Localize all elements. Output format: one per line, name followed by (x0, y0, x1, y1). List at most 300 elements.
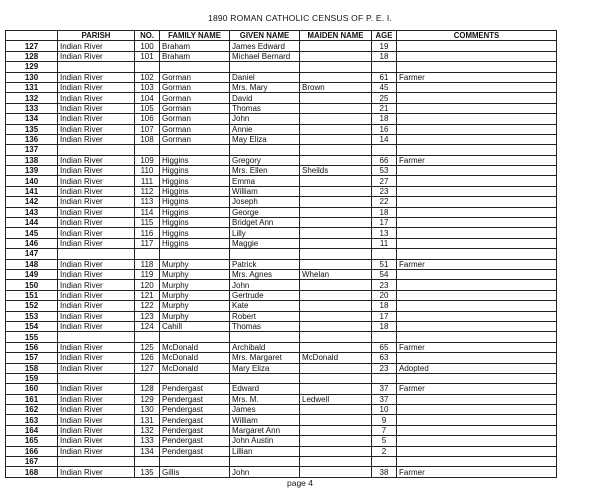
number-cell: 100 (135, 41, 160, 51)
comments-cell (397, 166, 557, 176)
age-cell: 5 (372, 436, 397, 446)
comments-cell (397, 290, 557, 300)
row-number: 131 (6, 82, 58, 92)
maiden-name-cell (300, 384, 372, 394)
age-cell: 7 (372, 425, 397, 435)
given-name-cell: Mrs. Ellen (230, 166, 300, 176)
table-row (6, 249, 557, 259)
family-name-cell: Higgins (160, 186, 230, 196)
given-name-cell: John Austin (230, 436, 300, 446)
family-name-cell: Higgins (160, 238, 230, 248)
maiden-name-cell (300, 186, 372, 196)
number-cell: 102 (135, 72, 160, 82)
table-row (6, 373, 557, 383)
number-cell (135, 373, 160, 383)
given-name-cell: Annie (230, 124, 300, 134)
family-name-cell: Gorman (160, 82, 230, 92)
given-name-cell: Lillian (230, 446, 300, 456)
given-name-cell: Patrick (230, 259, 300, 269)
row-number: 140 (6, 176, 58, 186)
table-row (6, 93, 557, 103)
row-number: 163 (6, 415, 58, 425)
given-name-cell: May Eliza (230, 134, 300, 144)
family-name-cell: Higgins (160, 207, 230, 217)
table-row (6, 62, 557, 72)
parish-cell (58, 332, 135, 342)
comments-cell: Farmer (397, 467, 557, 477)
row-number: 151 (6, 290, 58, 300)
age-cell: 23 (372, 280, 397, 290)
family-name-cell: McDonald (160, 363, 230, 373)
maiden-name-cell (300, 145, 372, 155)
age-cell: 61 (372, 72, 397, 82)
parish-cell: Indian River (58, 353, 135, 363)
comments-cell (397, 82, 557, 92)
column-header-given-name: GIVEN NAME (230, 31, 300, 41)
given-name-cell (230, 249, 300, 259)
maiden-name-cell (300, 41, 372, 51)
maiden-name-cell (300, 114, 372, 124)
row-number: 133 (6, 103, 58, 113)
number-cell: 119 (135, 269, 160, 279)
table-row (6, 280, 557, 290)
comments-cell (397, 415, 557, 425)
family-name-cell: Murphy (160, 269, 230, 279)
family-name-cell (160, 145, 230, 155)
table-row (6, 186, 557, 196)
maiden-name-cell (300, 405, 372, 415)
parish-cell: Indian River (58, 176, 135, 186)
family-name-cell: Gorman (160, 103, 230, 113)
row-number: 134 (6, 114, 58, 124)
row-number: 160 (6, 384, 58, 394)
row-number: 164 (6, 425, 58, 435)
header-row (6, 31, 557, 41)
age-cell: 37 (372, 384, 397, 394)
age-cell: 19 (372, 41, 397, 51)
number-cell: 125 (135, 342, 160, 352)
maiden-name-cell (300, 93, 372, 103)
family-name-cell (160, 332, 230, 342)
column-header-family-name: FAMILY NAME (160, 31, 230, 41)
row-number: 137 (6, 145, 58, 155)
family-name-cell: Murphy (160, 290, 230, 300)
family-name-cell (160, 373, 230, 383)
table-row (6, 290, 557, 300)
family-name-cell: Gorman (160, 124, 230, 134)
age-cell: 18 (372, 321, 397, 331)
age-cell: 23 (372, 363, 397, 373)
row-number: 135 (6, 124, 58, 134)
given-name-cell: Joseph (230, 197, 300, 207)
table-row (6, 321, 557, 331)
row-number: 128 (6, 51, 58, 61)
age-cell (372, 457, 397, 467)
column-header-parish: PARISH (58, 31, 135, 41)
table-row (6, 446, 557, 456)
parish-cell: Indian River (58, 425, 135, 435)
row-number: 146 (6, 238, 58, 248)
number-cell: 110 (135, 166, 160, 176)
comments-cell (397, 457, 557, 467)
given-name-cell: Robert (230, 311, 300, 321)
parish-cell: Indian River (58, 290, 135, 300)
table-row (6, 145, 557, 155)
age-cell: 10 (372, 405, 397, 415)
family-name-cell: Pendergast (160, 384, 230, 394)
row-number: 142 (6, 197, 58, 207)
number-cell: 111 (135, 176, 160, 186)
age-cell: 65 (372, 342, 397, 352)
family-name-cell: Pendergast (160, 446, 230, 456)
table-row (6, 363, 557, 373)
family-name-cell: Cahill (160, 321, 230, 331)
parish-cell: Indian River (58, 228, 135, 238)
comments-cell (397, 124, 557, 134)
number-cell (135, 62, 160, 72)
comments-cell: Farmer (397, 155, 557, 165)
parish-cell: Indian River (58, 436, 135, 446)
maiden-name-cell (300, 363, 372, 373)
parish-cell: Indian River (58, 72, 135, 82)
given-name-cell: Thomas (230, 103, 300, 113)
number-cell: 121 (135, 290, 160, 300)
age-cell: 11 (372, 238, 397, 248)
family-name-cell: Murphy (160, 280, 230, 290)
family-name-cell: Gorman (160, 93, 230, 103)
maiden-name-cell (300, 280, 372, 290)
parish-cell: Indian River (58, 134, 135, 144)
comments-cell: Farmer (397, 259, 557, 269)
parish-cell: Indian River (58, 280, 135, 290)
number-cell (135, 332, 160, 342)
parish-cell: Indian River (58, 311, 135, 321)
family-name-cell: Higgins (160, 228, 230, 238)
given-name-cell: Kate (230, 301, 300, 311)
maiden-name-cell: McDonald (300, 353, 372, 363)
number-cell: 134 (135, 446, 160, 456)
family-name-cell: Gorman (160, 114, 230, 124)
age-cell: 45 (372, 82, 397, 92)
row-number: 132 (6, 93, 58, 103)
number-cell: 104 (135, 93, 160, 103)
table-row (6, 269, 557, 279)
parish-cell: Indian River (58, 301, 135, 311)
census-table (5, 30, 557, 478)
parish-cell: Indian River (58, 166, 135, 176)
comments-cell (397, 93, 557, 103)
family-name-cell: Pendergast (160, 415, 230, 425)
maiden-name-cell (300, 51, 372, 61)
given-name-cell: Mary Eliza (230, 363, 300, 373)
maiden-name-cell (300, 207, 372, 217)
given-name-cell: David (230, 93, 300, 103)
maiden-name-cell (300, 373, 372, 383)
maiden-name-cell (300, 415, 372, 425)
row-number: 154 (6, 321, 58, 331)
row-number: 149 (6, 269, 58, 279)
number-cell: 107 (135, 124, 160, 134)
age-cell: 18 (372, 207, 397, 217)
maiden-name-cell (300, 311, 372, 321)
number-cell: 114 (135, 207, 160, 217)
table-row (6, 301, 557, 311)
age-cell: 37 (372, 394, 397, 404)
comments-cell (397, 197, 557, 207)
row-number: 141 (6, 186, 58, 196)
given-name-cell: Gregory (230, 155, 300, 165)
family-name-cell (160, 249, 230, 259)
family-name-cell: Gorman (160, 134, 230, 144)
family-name-cell: Pendergast (160, 394, 230, 404)
number-cell (135, 249, 160, 259)
age-cell: 13 (372, 228, 397, 238)
parish-cell: Indian River (58, 155, 135, 165)
comments-cell (397, 218, 557, 228)
maiden-name-cell: Brown (300, 82, 372, 92)
column-header-no: NO. (135, 31, 160, 41)
row-number: 155 (6, 332, 58, 342)
table-row (6, 155, 557, 165)
parish-cell: Indian River (58, 405, 135, 415)
given-name-cell: Edward (230, 384, 300, 394)
table-row (6, 238, 557, 248)
given-name-cell: William (230, 186, 300, 196)
parish-cell: Indian River (58, 197, 135, 207)
row-number: 156 (6, 342, 58, 352)
comments-cell (397, 207, 557, 217)
parish-cell: Indian River (58, 82, 135, 92)
table-row (6, 228, 557, 238)
given-name-cell: Maggie (230, 238, 300, 248)
column-header-rownum (6, 31, 58, 41)
row-number: 166 (6, 446, 58, 456)
row-number: 147 (6, 249, 58, 259)
age-cell: 14 (372, 134, 397, 144)
parish-cell: Indian River (58, 259, 135, 269)
age-cell: 20 (372, 290, 397, 300)
table-row (6, 218, 557, 228)
given-name-cell (230, 332, 300, 342)
table-row (6, 259, 557, 269)
comments-cell: Farmer (397, 72, 557, 82)
age-cell: 23 (372, 186, 397, 196)
page-number: page 4 (287, 478, 313, 488)
comments-cell (397, 228, 557, 238)
age-cell (372, 373, 397, 383)
family-name-cell: Gillis (160, 467, 230, 477)
given-name-cell: John (230, 280, 300, 290)
comments-cell (397, 41, 557, 51)
number-cell: 130 (135, 405, 160, 415)
number-cell: 120 (135, 280, 160, 290)
table-row (6, 353, 557, 363)
age-cell: 53 (372, 166, 397, 176)
comments-cell (397, 280, 557, 290)
parish-cell (58, 145, 135, 155)
maiden-name-cell (300, 218, 372, 228)
parish-cell: Indian River (58, 93, 135, 103)
given-name-cell: Mrs. M. (230, 394, 300, 404)
comments-cell (397, 373, 557, 383)
age-cell: 2 (372, 446, 397, 456)
family-name-cell: Higgins (160, 218, 230, 228)
maiden-name-cell (300, 436, 372, 446)
given-name-cell (230, 373, 300, 383)
row-number: 161 (6, 394, 58, 404)
row-number: 127 (6, 41, 58, 51)
comments-cell (397, 176, 557, 186)
maiden-name-cell (300, 332, 372, 342)
given-name-cell: Margaret Ann (230, 425, 300, 435)
age-cell: 16 (372, 124, 397, 134)
age-cell: 22 (372, 197, 397, 207)
family-name-cell: Pendergast (160, 436, 230, 446)
column-header-comments: COMMENTS (397, 31, 557, 41)
table-row (6, 425, 557, 435)
row-number: 148 (6, 259, 58, 269)
table-row (6, 72, 557, 82)
row-number: 158 (6, 363, 58, 373)
family-name-cell: Murphy (160, 259, 230, 269)
maiden-name-cell (300, 62, 372, 72)
age-cell: 18 (372, 114, 397, 124)
number-cell (135, 145, 160, 155)
number-cell: 112 (135, 186, 160, 196)
parish-cell: Indian River (58, 218, 135, 228)
row-number: 150 (6, 280, 58, 290)
given-name-cell (230, 62, 300, 72)
comments-cell (397, 145, 557, 155)
family-name-cell: Pendergast (160, 425, 230, 435)
given-name-cell: Daniel (230, 72, 300, 82)
comments-cell (397, 332, 557, 342)
family-name-cell: Higgins (160, 155, 230, 165)
maiden-name-cell (300, 425, 372, 435)
parish-cell (58, 373, 135, 383)
parish-cell: Indian River (58, 103, 135, 113)
maiden-name-cell (300, 467, 372, 477)
comments-cell (397, 134, 557, 144)
comments-cell (397, 394, 557, 404)
family-name-cell: McDonald (160, 342, 230, 352)
table-row (6, 166, 557, 176)
parish-cell: Indian River (58, 51, 135, 61)
family-name-cell: Murphy (160, 301, 230, 311)
census-table-body (6, 41, 557, 477)
row-number: 144 (6, 218, 58, 228)
column-header-age: AGE (372, 31, 397, 41)
family-name-cell: Higgins (160, 166, 230, 176)
family-name-cell: Murphy (160, 311, 230, 321)
comments-cell (397, 405, 557, 415)
given-name-cell: Mrs. Mary (230, 82, 300, 92)
family-name-cell: McDonald (160, 353, 230, 363)
parish-cell: Indian River (58, 446, 135, 456)
parish-cell (58, 249, 135, 259)
number-cell: 131 (135, 415, 160, 425)
parish-cell (58, 62, 135, 72)
parish-cell: Indian River (58, 415, 135, 425)
number-cell: 109 (135, 155, 160, 165)
family-name-cell: Braham (160, 51, 230, 61)
table-row (6, 197, 557, 207)
family-name-cell: Braham (160, 41, 230, 51)
table-row (6, 457, 557, 467)
column-header-maiden-name: MAIDEN NAME (300, 31, 372, 41)
given-name-cell: John (230, 114, 300, 124)
number-cell: 101 (135, 51, 160, 61)
maiden-name-cell: Ledwell (300, 394, 372, 404)
age-cell: 18 (372, 51, 397, 61)
parish-cell: Indian River (58, 467, 135, 477)
table-row (6, 103, 557, 113)
number-cell (135, 457, 160, 467)
number-cell: 127 (135, 363, 160, 373)
parish-cell: Indian River (58, 269, 135, 279)
table-row (6, 124, 557, 134)
family-name-cell: Gorman (160, 72, 230, 82)
given-name-cell: Mrs. Margaret (230, 353, 300, 363)
maiden-name-cell (300, 176, 372, 186)
comments-cell (397, 62, 557, 72)
family-name-cell (160, 457, 230, 467)
parish-cell: Indian River (58, 114, 135, 124)
table-row (6, 114, 557, 124)
row-number: 139 (6, 166, 58, 176)
number-cell: 129 (135, 394, 160, 404)
given-name-cell: James Edward (230, 41, 300, 51)
parish-cell: Indian River (58, 384, 135, 394)
age-cell: 25 (372, 93, 397, 103)
number-cell: 123 (135, 311, 160, 321)
parish-cell: Indian River (58, 186, 135, 196)
row-number: 162 (6, 405, 58, 415)
number-cell: 135 (135, 467, 160, 477)
row-number: 159 (6, 373, 58, 383)
given-name-cell: John (230, 467, 300, 477)
parish-cell: Indian River (58, 363, 135, 373)
family-name-cell: Higgins (160, 197, 230, 207)
comments-cell (397, 446, 557, 456)
maiden-name-cell (300, 134, 372, 144)
row-number: 138 (6, 155, 58, 165)
number-cell: 106 (135, 114, 160, 124)
row-number: 152 (6, 301, 58, 311)
maiden-name-cell (300, 238, 372, 248)
number-cell: 105 (135, 103, 160, 113)
number-cell: 115 (135, 218, 160, 228)
parish-cell: Indian River (58, 41, 135, 51)
table-row (6, 176, 557, 186)
number-cell: 113 (135, 197, 160, 207)
number-cell: 103 (135, 82, 160, 92)
comments-cell (397, 436, 557, 446)
comments-cell (397, 186, 557, 196)
given-name-cell (230, 457, 300, 467)
table-row (6, 394, 557, 404)
maiden-name-cell (300, 301, 372, 311)
number-cell: 117 (135, 238, 160, 248)
number-cell: 116 (135, 228, 160, 238)
maiden-name-cell (300, 124, 372, 134)
parish-cell: Indian River (58, 207, 135, 217)
family-name-cell: Pendergast (160, 405, 230, 415)
age-cell (372, 145, 397, 155)
number-cell: 108 (135, 134, 160, 144)
maiden-name-cell (300, 259, 372, 269)
parish-cell: Indian River (58, 238, 135, 248)
